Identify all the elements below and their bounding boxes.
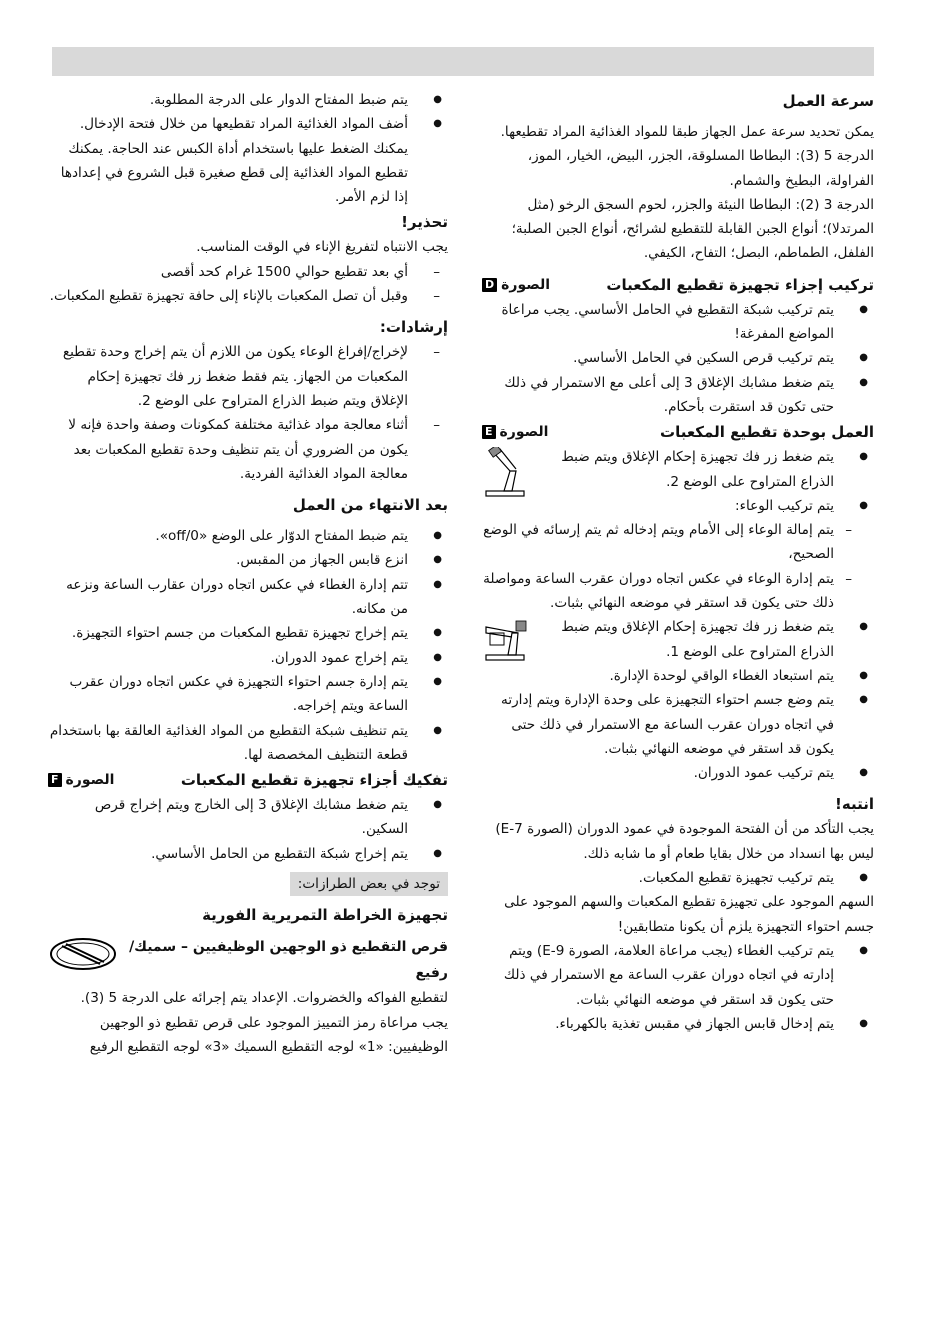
list-item: ● يتم تركيب شبكة التقطيع في الحامل الأساسي. يجب مراعاة المواضع المفرغة!: [482, 298, 874, 347]
list-item: ● يتم تنظيف شبكة التقطيع من المواد الغذائية العالقة بها باستخدام قطعة التنظيف المخصصة لها.: [48, 719, 448, 768]
disassemble-heading-row: [48, 767, 448, 793]
list-item: ● يتم استبعاد الغطاء الواقي لوحدة الإدارة.: [482, 664, 874, 688]
list-item: ● يتم تركيب الوعاء:: [482, 494, 874, 518]
disc-text-2: يجب مراعاة رمز التمييز الموجود على قرص تقطيع ذو الوجهين الوظيفيين: «1» لوجه التقطيع السميك «3» لوجه التقطيع الرفيع: [89, 1014, 448, 1055]
list-item: ● يتم تركيب تجهيزة تقطيع المكعبات.: [482, 866, 874, 890]
list-item: [482, 445, 874, 494]
tips-list: [48, 340, 448, 486]
list-item: ● يتم ضغط مشابك الإغلاق 3 إلى الخارج ويتم إخراج قرص السكين.: [48, 793, 448, 842]
figure-letter-f: F: [48, 773, 62, 787]
top-list: [48, 88, 448, 209]
mount-heading-row: [482, 272, 874, 298]
mixer-arm-up-icon: [482, 447, 532, 499]
models-tag: توجد في بعض الطرازات:: [290, 872, 448, 896]
list-item-text: يتم ضغط زر فك تجهيزة إحكام الإغلاق ويتم ضبط الذراع المتراوح على الوضع 2.: [561, 449, 834, 490]
work-heading-row: [482, 419, 874, 445]
notice-text: يجب التأكد من أن الفتحة الموجودة في عمود الدوران (الصورة 7-E) ليس بها انسداد من خلال بقايا طعام أو ما شابه ذلك.: [495, 821, 874, 862]
list-item: ● يتم إدارة جسم احتواء التجهيزة في عكس اتجاه دوران عقرب الساعة ويتم إخراجه.: [48, 670, 448, 719]
list-item: ● انزع قابس الجهاز من المقبس.: [48, 548, 448, 572]
mount-heading: تركيب إجزاء تجهيزة تقطيع المكعبات: [606, 275, 874, 294]
figure-ref-f: [48, 768, 114, 792]
figure-label: الصورة: [499, 424, 549, 441]
speed-heading: سرعة العمل: [782, 92, 874, 110]
disassemble-heading: تفكيك أجزاء تجهيزة تقطيع المكعبات: [180, 771, 448, 790]
list-item-text: يتم ضغط زر فك تجهيزة إحكام الإغلاق ويتم ضبط الذراع المتراوح على الوضع 1.: [561, 619, 834, 660]
notice-list-2: [482, 939, 874, 1036]
sub-list-item: – يتم إمالة الوعاء إلى الأمام ويتم إدخاله ثم يتم إرسائه في الوضع الصحيح،: [482, 518, 874, 567]
figure-label: الصورة: [65, 771, 115, 788]
figure-letter-e: E: [482, 425, 496, 439]
figure-label: الصورة: [501, 276, 551, 293]
disc-heading: قرص التقطيع ذو الوجهين الوظيفيين – سميك/رفيع: [129, 939, 448, 982]
speed-3-text: الدرجة 3 (2): البطاطا النيئة والجزر، لحوم السجق الرخو (مثل المرتدلا)؛ أنواع الجبن القابلة للتقطيع لشرائح، أنواع الجبن الصلبة؛ الفلفل، الطماطم، البصل؛ التفاح، الكيفي.: [511, 196, 874, 262]
models-tag-row: [48, 872, 448, 896]
list-item: – لإخراج/إفراغ الوعاء يكون من اللازم أن يتم إخراج وحدة تقطيع المكعبات من الجهاز. يتم فقط ضغط زر فك تجهيزة إحكام الإغلاق ويتم ضبط الذراع المتراوح على الوضع 2.: [48, 340, 448, 413]
list-item: ● يتم تركيب الغطاء (يجب مراعاة العلامة، الصورة 9-E) ويتم إدارته في اتجاه دوران عقرب الساعة مع الاستمرار في ذلك حتى يكون قد استقر في موضعه النهائي بثبات.: [482, 939, 874, 1012]
list-item: ● يتم إخراج شبكة التقطيع من الحامل الأساسي.: [48, 842, 448, 866]
cutting-disc-icon: [48, 936, 118, 972]
work-list: [482, 445, 874, 785]
after-heading: بعد الانتهاء من العمل: [292, 496, 448, 515]
list-item: ● يتم إدخال قابس الجهاز في مقبس تغذية بالكهرباء.: [482, 1012, 874, 1036]
warning-text: يجب الانتباه لتفريغ الإناء في الوقت المناسب.: [196, 239, 448, 256]
list-item: ● يتم تركيب قرص السكين في الحامل الأساسي.: [482, 346, 874, 370]
disc-block: [48, 934, 448, 986]
sub-list-item: – يتم إدارة الوعاء في عكس اتجاه دوران عقرب الساعة ومواصلة ذلك حتى يكون قد استقر في موضعه النهائي بثبات.: [482, 567, 874, 616]
list-item: – أثناء معالجة مواد غذائية مختلفة كمكونات وصفة واحدة فإنه لا يكون من الضروري أن يتم تنظيف وحدة تقطيع المكعبات بعد معالجة المواد الغذائية الفردية.: [48, 413, 448, 486]
list-item: ● أضف المواد الغذائية المراد تقطيعها من خلال فتحة الإدخال. يمكنك الضغط عليها باستخدام أداة الكبس عند الحاجة. يمكنك تقطيع المواد الغذائية إلى قطع صغيرة قبل الشروع في إعدادها إذا لزم الأمر.: [48, 112, 448, 209]
figure-letter-d: D: [482, 278, 497, 292]
speed-intro: يمكن تحديد سرعة عمل الجهاز طبقا للمواد الغذائية المراد تقطيعها.: [500, 124, 874, 140]
mixer-arm-down-icon: [482, 617, 532, 663]
tips-heading: إرشادات:: [379, 318, 448, 337]
rapid-heading: تجهيزة الخراطة التمريرية الفورية: [202, 906, 448, 925]
figure-ref-d: [482, 273, 550, 297]
disc-text-1: لتقطيع الفواكه والخضروات. الإعداد يتم إجرائه على الدرجة 5 (3).: [80, 990, 448, 1007]
warning-heading: تحذير!: [401, 213, 448, 232]
list-item: ● يتم تركيب عمود الدوران.: [482, 761, 874, 785]
notice-heading: انتبه!: [835, 795, 874, 814]
list-item: – أي بعد تقطيع حوالي 1500 غرام كحد أقصى: [48, 260, 448, 284]
header-bar: [52, 47, 874, 76]
list-item: ● يتم ضبط المفتاح الدوّار على الوضع «off/0».: [48, 524, 448, 548]
mount-list: [482, 298, 874, 419]
right-column: [482, 88, 874, 1036]
figure-ref-e: [482, 420, 548, 444]
list-item: [482, 615, 874, 664]
list-item: – وقبل أن تصل المكعبات بالإناء إلى حافة تجهيزة تقطيع المكعبات.: [48, 284, 448, 308]
list-item: ● يتم ضغط مشابك الإغلاق 3 إلى أعلى مع الاستمرار في ذلك حتى تكون قد استقرت بأحكام.: [482, 371, 874, 420]
after-list: [48, 524, 448, 767]
list-item: ● يتم إخراج عمود الدوران.: [48, 646, 448, 670]
notice-list: [482, 866, 874, 890]
list-item: ● يتم إخراج تجهيزة تقطيع المكعبات من جسم احتواء التجهيزة.: [48, 621, 448, 645]
work-heading: العمل بوحدة تقطيع المكعبات: [660, 423, 874, 442]
list-item: ● يتم ضبط المفتاح الدوار على الدرجة المطلوبة.: [48, 88, 448, 112]
list-item: ● تتم إدارة الغطاء في عكس اتجاه دوران عقارب الساعة ونزعه من مكانه.: [48, 573, 448, 622]
list-item: ● يتم وضع جسم احتواء التجهيزة على وحدة الإدارة ويتم إدارته في اتجاه دوران عقرب الساعة مع الاستمرار في ذلك حتى يكون قد استقر في موضعه النهائي بثبات.: [482, 688, 874, 761]
left-column: [48, 88, 448, 1059]
warning-list: [48, 260, 448, 309]
disassemble-list: [48, 793, 448, 866]
arrow-text: السهم الموجود على تجهيزة تقطيع المكعبات والسهم الموجود على جسم احتواء التجهيزة يلزم أن يكونا متطابقين!: [504, 894, 874, 935]
speed-5-text: الدرجة 5 (3): البطاطا المسلوقة، الجزر، البيض، الخيار، الموز، الفراولة، البطيخ والشمام.: [527, 148, 874, 189]
